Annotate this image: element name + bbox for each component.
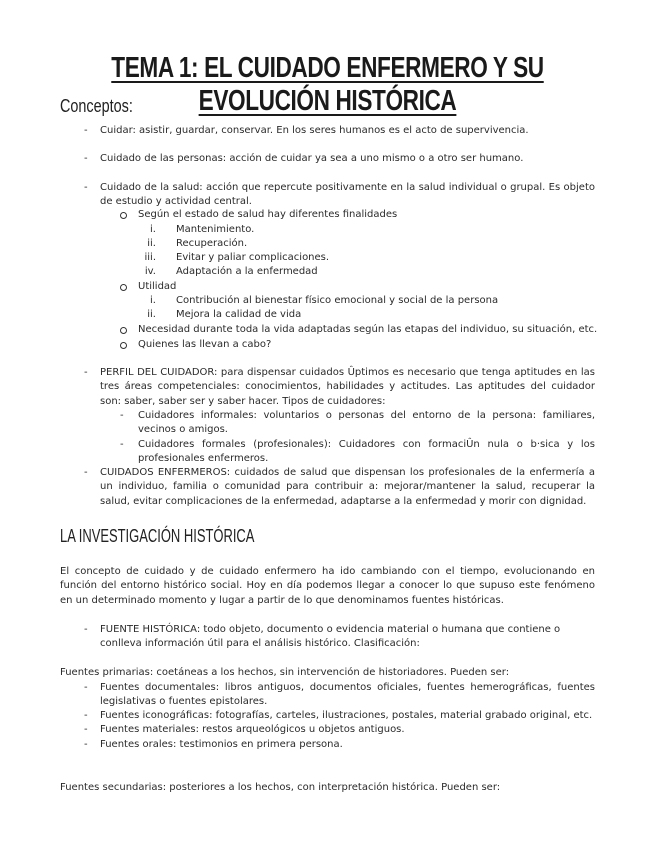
roman-marker: ii. (147, 238, 156, 249)
dash-bullet: - (84, 367, 88, 378)
fuente-tipo: Fuentes iconográficas: fotografías, carteles, ilustraciones, postales, material grabado original, etc. (100, 710, 593, 721)
dash-bullet: - (84, 125, 88, 136)
concept-cuidados-enfermeros: CUIDADOS ENFERMEROS: cuidados de salud que dispensan los profesionales de la enfermería a un individuo, familia o comunidad para contribuir a: mejorar/mantener la salud, recuperar la salud, evitar complicaciones de la enfermedad, adaptarse a la enfermedad y morir con dignidad. (100, 467, 595, 507)
concept-cuidado-salud: Cuidado de la salud: acción que repercute positivamente en la salud individual o grupal. Es objeto de estudio y actividad central. (100, 182, 595, 208)
section-heading-conceptos: Conceptos: (60, 96, 133, 116)
dash-bullet: - (84, 153, 88, 164)
dash-bullet: - (84, 682, 88, 693)
fuente-tipo: Fuentes documentales: libros antiguos, documentos oficiales, fuentes hemerográficas, fuentes legislativas o fuentes epistolares. (100, 682, 595, 708)
circle-bullet (120, 212, 127, 219)
utilidad-item: Contribución al bienestar físico emocional y social de la persona (176, 295, 499, 306)
dash-bullet: - (120, 410, 124, 421)
roman-marker: iv. (144, 266, 156, 277)
roman-marker: ii. (147, 309, 156, 320)
fuente-tipo: Fuentes orales: testimonios en primera persona. (100, 739, 343, 750)
finalidad-item: Adaptación a la enfermedad (176, 266, 318, 277)
fuente-historica: FUENTE HISTÓRICA: todo objeto, documento o evidencia material o humana que contiene o conlleva información útil para el análisis histórico. Clasificación: (100, 624, 561, 650)
roman-marker: i. (150, 295, 156, 306)
dash-bullet: - (84, 467, 88, 478)
concept-cuidar: Cuidar: asistir, guardar, conservar. En los seres humanos es el acto de supervivencia. (100, 125, 529, 136)
cuidadores-formales: Cuidadores formales (profesionales): Cuidadores con formaciÛn nula o b·sica y los profesionales enfermeros. (138, 439, 595, 465)
subitem-estado-salud: Según el estado de salud hay diferentes finalidades (138, 209, 398, 220)
investigacion-intro: El concepto de cuidado y de cuidado enfermero ha ido cambiando con el tiempo, evolucionando en función del entorno histórico social. Hoy en día podemos llegar a conocer lo que supuso este fenómeno en un determinado momento y lugar a partir de lo que denominamos fuentes históricas. (60, 566, 595, 606)
dash-bullet: - (84, 624, 88, 635)
subitem-utilidad: Utilidad (138, 281, 177, 292)
finalidad-item: Evitar y paliar complicaciones. (176, 252, 330, 263)
utilidad-item: Mejora la calidad de vida (176, 309, 302, 320)
finalidad-item: Recuperación. (176, 238, 248, 249)
dash-bullet: - (84, 739, 88, 750)
fuente-tipo: Fuentes materiales: restos arqueológicos u objetos antiguos. (100, 724, 405, 735)
concept-perfil-cuidador: PERFIL DEL CUIDADOR: para dispensar cuidados Ûptimos es necesario que tenga aptitudes en las tres áreas competenciales: conocimientos, habilidades y actitudes. Las aptitudes del cuidador son: saber, saber ser y saber hacer. Tipos de cuidadores: (100, 367, 595, 407)
subitem-necesidad: Necesidad durante toda la vida adaptadas según las etapas del individuo, su situación, etc. (138, 324, 598, 335)
circle-bullet (120, 284, 127, 291)
cuidadores-informales: Cuidadores informales: voluntarios o personas del entorno de la persona: familiares, vecinos o amigos. (138, 410, 595, 436)
circle-bullet (120, 327, 127, 334)
circle-bullet (120, 342, 127, 349)
fuentes-primarias: Fuentes primarias: coetáneas a los hechos, sin intervención de historiadores. Pueden ser: (60, 667, 510, 678)
roman-marker: iii. (144, 252, 156, 263)
section-heading-investigacion: LA INVESTIGACIÓN HISTÓRICA (60, 526, 255, 546)
dash-bullet: - (84, 710, 88, 721)
page-title: TEMA 1: EL CUIDADO ENFERMERO Y SU EVOLUCIÓN HISTÓRICA (111, 52, 544, 117)
dash-bullet: - (84, 182, 88, 193)
roman-marker: i. (150, 224, 156, 235)
fuentes-secundarias: Fuentes secundarias: posteriores a los hechos, con interpretación histórica. Pueden ser: (60, 782, 501, 793)
subitem-quienes: Quienes las llevan a cabo? (138, 339, 272, 350)
dash-bullet: - (120, 439, 124, 450)
concept-cuidado-personas: Cuidado de las personas: acción de cuidar ya sea a uno mismo o a otro ser humano. (100, 153, 524, 164)
dash-bullet: - (84, 724, 88, 735)
finalidad-item: Mantenimiento. (176, 224, 255, 235)
